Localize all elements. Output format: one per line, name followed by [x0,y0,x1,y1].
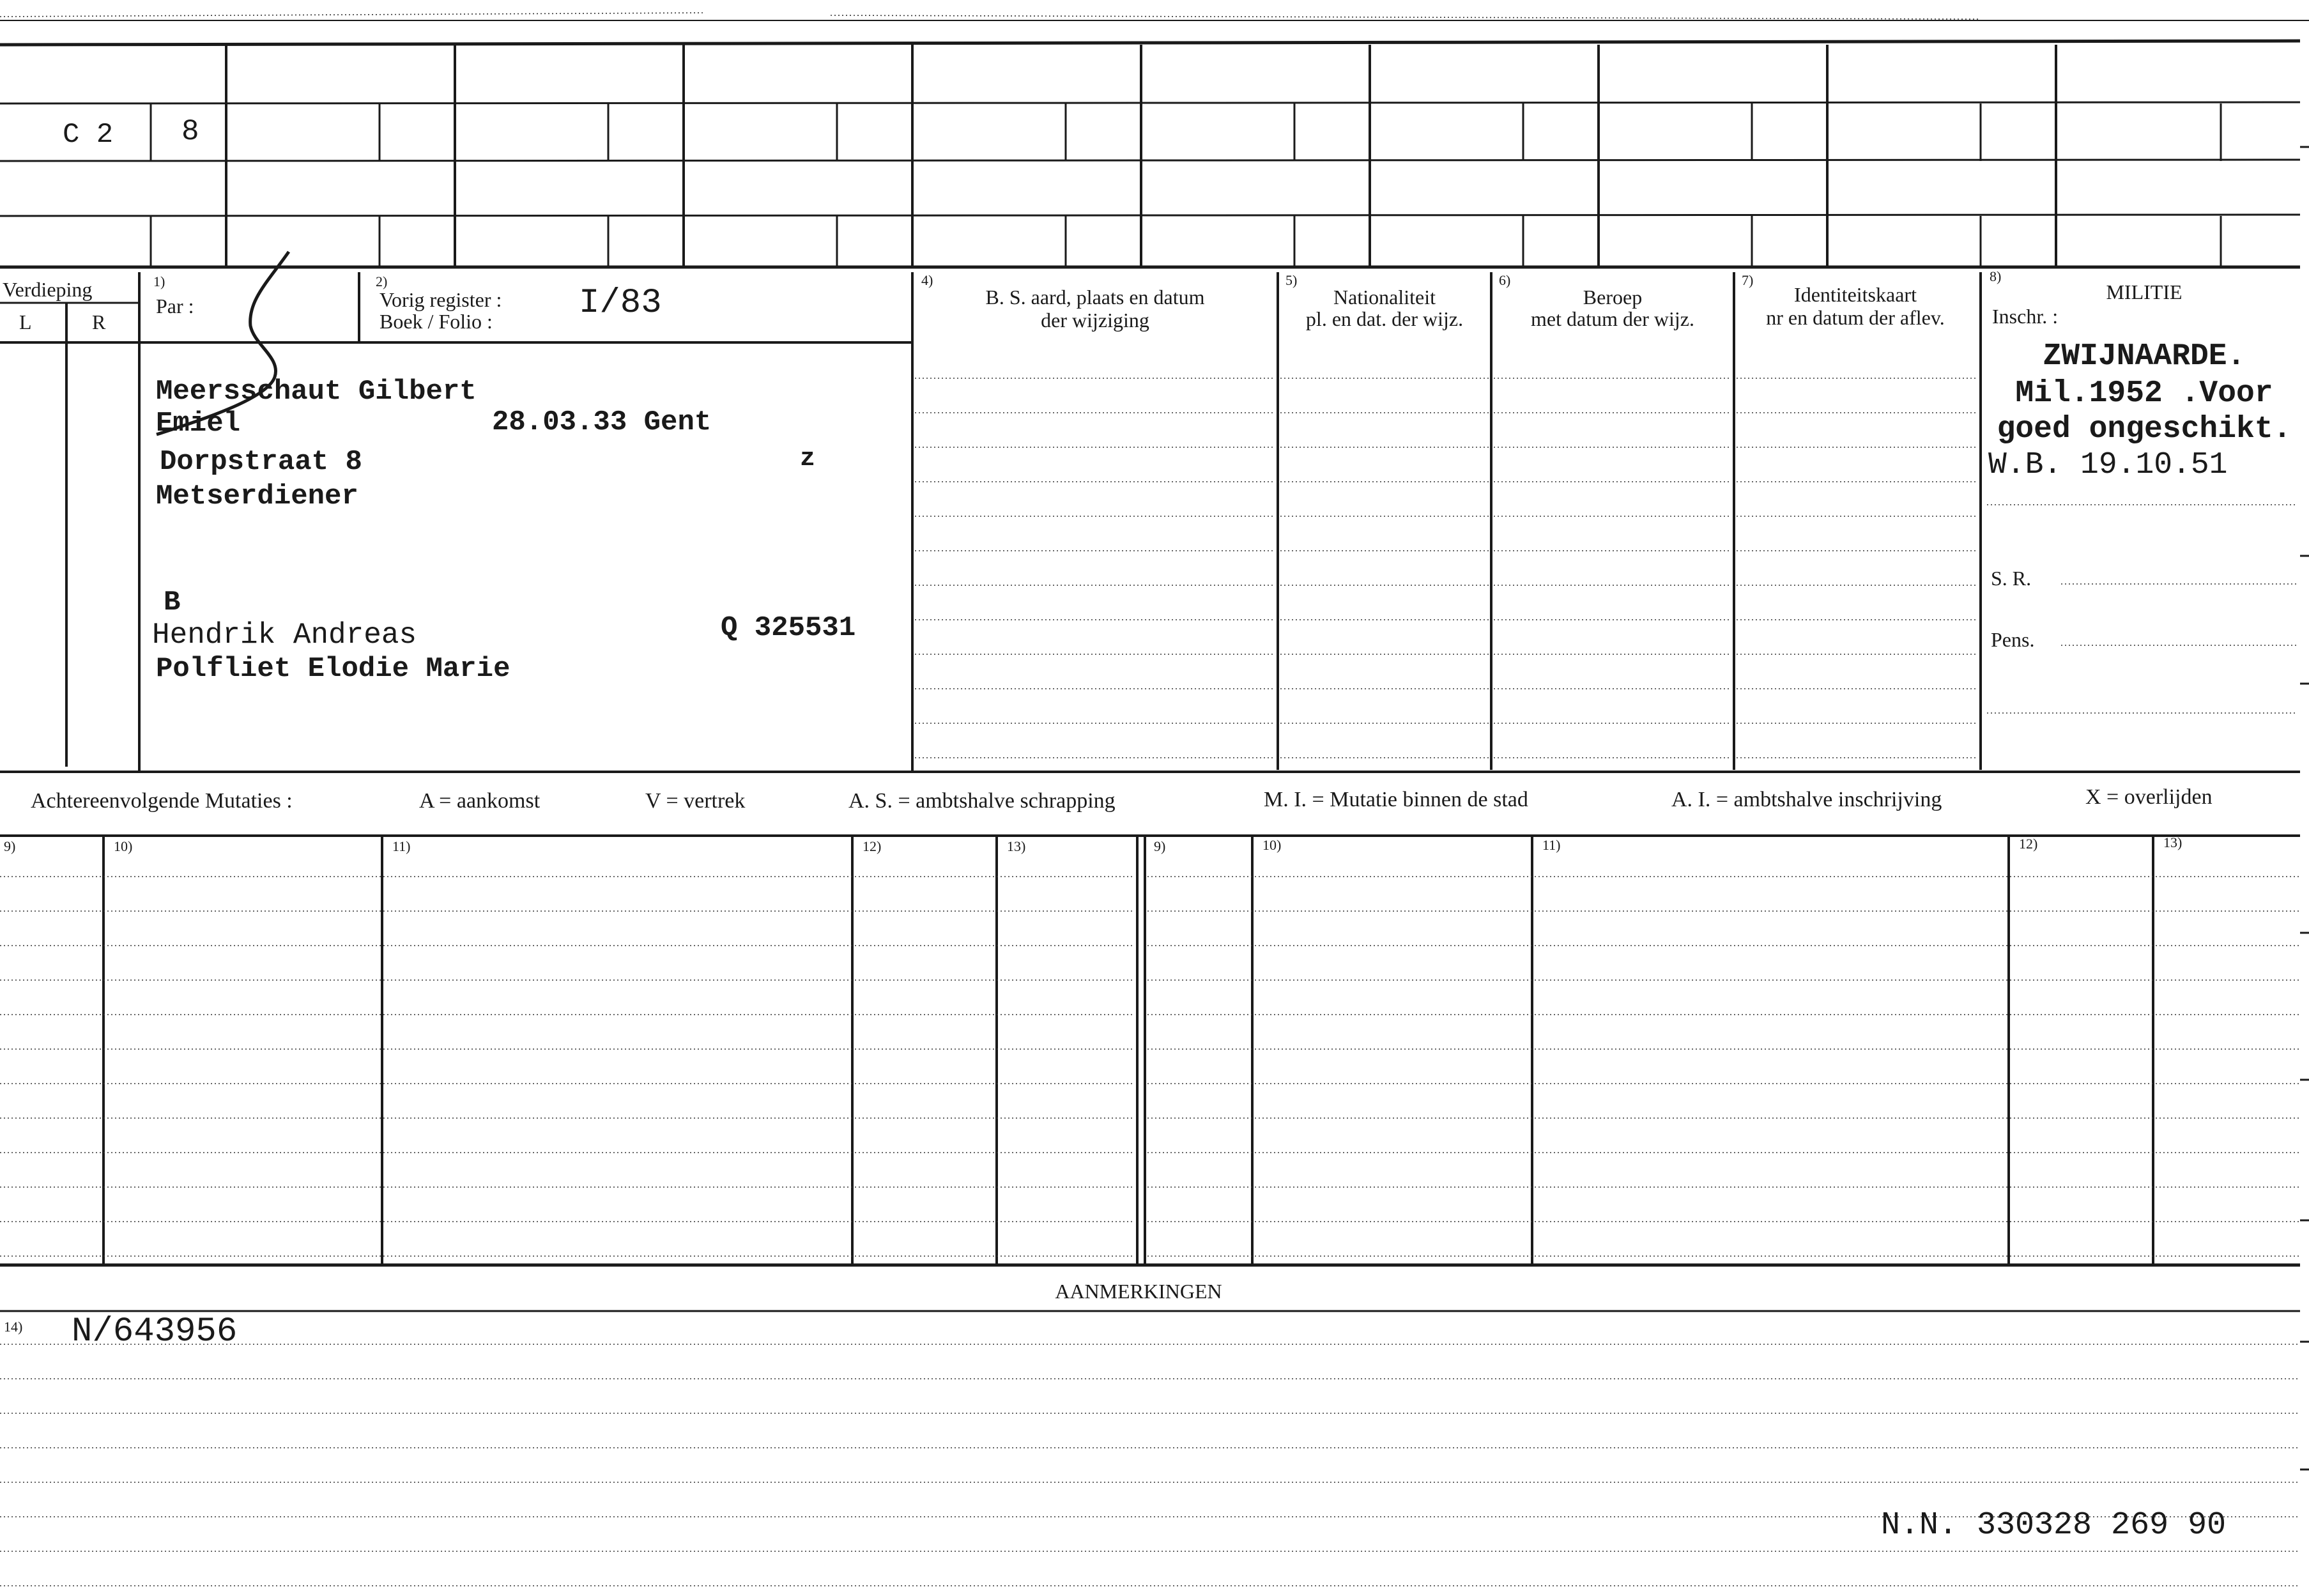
remarks-number: 14) [4,1319,23,1335]
militie-line1: ZWIJNAARDE. [2043,339,2246,374]
person-father: Hendrik Andreas [152,618,417,652]
militie-number: 8) [1990,268,2002,284]
header-row [0,268,2182,773]
right-edge-ticks [2300,147,2309,1469]
vorig-register-value: I/83 [579,284,662,323]
nat-number: 5) [1285,272,1298,288]
pens-label: Pens. [1991,628,2035,651]
person-block [152,376,855,685]
legend-vertrek: V = vertrek [645,789,746,813]
national-number: N.N. 330328 269 90 [1881,1507,2227,1544]
nat-header-line1: Nationaliteit [1333,286,1436,309]
vorig-register-label: Vorig register : [380,288,502,311]
mut-left-13: 13) [1007,838,1026,854]
mut-left-11: 11) [392,838,411,854]
mut-left-9: 9) [4,838,16,854]
top-grid [0,41,2300,267]
mutations-legend [31,785,2213,813]
verdieping-label: Verdieping [3,278,93,301]
par-number: 1) [153,273,165,289]
bs-number: 4) [921,272,933,288]
grid-number: 8 [181,115,199,148]
id-header-line2: nr en datum der aflev. [1766,306,1945,329]
legend-schrapping: A. S. = ambtshalve schrapping [848,789,1116,813]
bs-header-line2: der wijziging [1041,309,1149,332]
remarks-section [0,1265,2300,1586]
legend-inschrijving: A. I. = ambtshalve inschrijving [1671,788,1942,811]
militie-title: MILITIE [2106,280,2182,303]
vorig-number: 2) [376,273,388,289]
mut-right-13: 13) [2163,834,2182,850]
militie-line4: W.B. 19.10.51 [1988,448,2228,482]
wijziging-lines [915,378,1978,758]
person-address: Dorpstraat 8 [160,446,362,478]
person-mother: Polfliet Elodie Marie [156,653,510,685]
mut-left-10: 10) [114,838,133,854]
inschr-label: Inschr. : [1992,305,2059,328]
legend-title: Achtereenvolgende Mutaties : [31,789,293,813]
remarks-title: AANMERKINGEN [1055,1280,1222,1303]
mutation-rows [0,877,2300,1256]
person-mark: z [800,445,816,473]
person-name-line2: Emiel [156,408,241,440]
id-number: 7) [1742,272,1754,288]
bs-header-line1: B. S. aard, plaats en datum [985,286,1205,309]
militie-line2: Mil.1952 .Voor [2015,376,2273,411]
nat-header-line2: pl. en dat. der wijz. [1305,307,1464,330]
legend-overlijden: X = overlijden [2085,785,2213,809]
legend-aankomst: A = aankomst [419,789,541,813]
mutations-table [0,834,2300,1264]
mut-right-11: 11) [1542,837,1561,853]
person-occupation: Metserdiener [156,480,358,512]
remarks-lines [0,1344,2300,1586]
person-name-line1: Meersschaut Gilbert [156,376,477,408]
sr-label: S. R. [1991,567,2032,590]
remarks-reference: N/643956 [72,1312,238,1351]
id-header-line1: Identiteitskaart [1794,283,1917,306]
militie-line3: goed ongeschikt. [1997,412,2292,447]
militie-block [1987,339,2297,713]
par-label: Par : [156,295,194,318]
legend-mutatie: M. I. = Mutatie binnen de stad [1264,788,1528,811]
grid-code: C 2 [63,119,114,151]
boek-folio-label: Boek / Folio : [380,310,493,333]
col-r-label: R [92,311,106,334]
beroep-number: 6) [1499,272,1511,288]
top-edge-marks [0,13,2309,20]
mut-right-9: 9) [1154,838,1166,854]
person-b-label: B [164,587,181,618]
person-ref: Q 325531 [721,612,856,644]
mut-left-12: 12) [863,838,882,854]
mut-right-12: 12) [2019,836,2038,852]
person-birth: 28.03.33 Gent [492,406,712,438]
beroep-header-line2: met datum der wijz. [1531,307,1694,330]
beroep-header-line1: Beroep [1583,286,1643,309]
mut-right-10: 10) [1262,837,1282,853]
col-l-label: L [19,311,32,334]
